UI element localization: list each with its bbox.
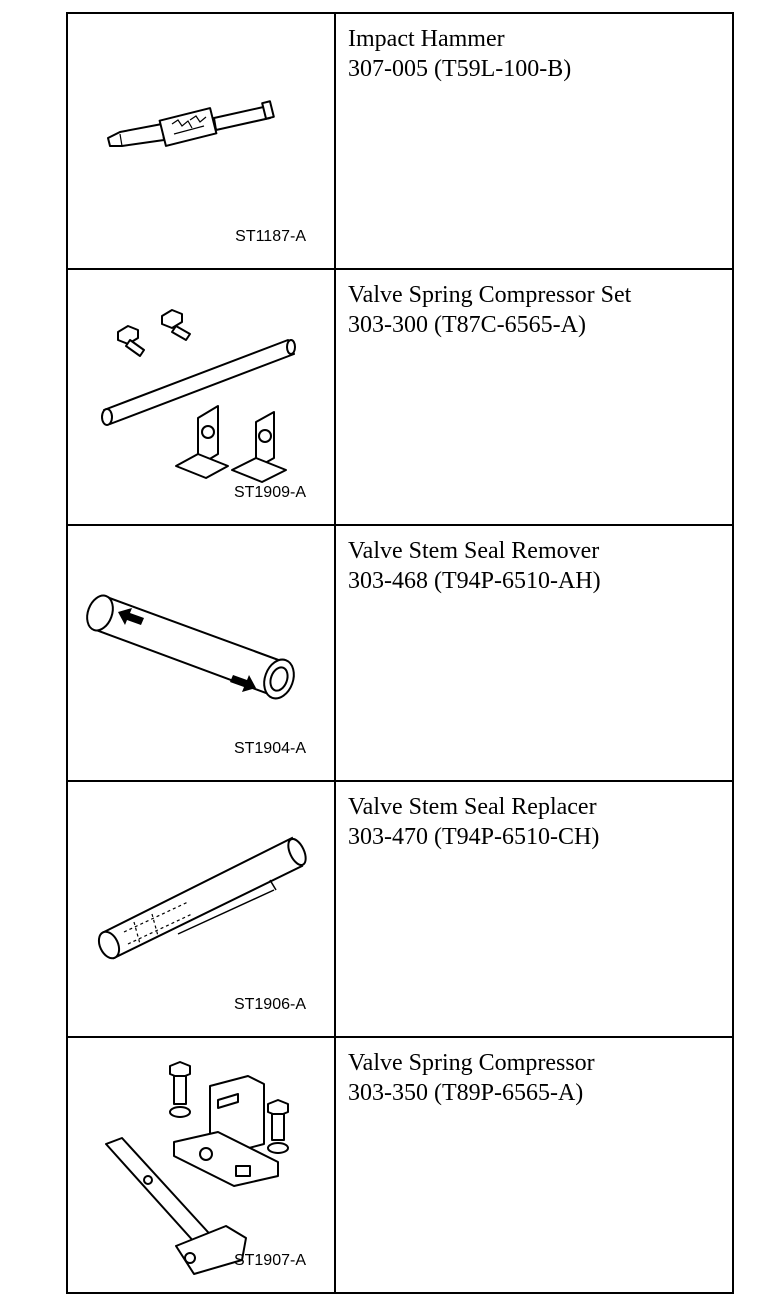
illustration-cell bbox=[68, 14, 336, 268]
table-row bbox=[68, 526, 732, 782]
tool-number: 303-300 (T87C-6565-A) bbox=[348, 312, 586, 338]
illustration-cell bbox=[68, 782, 336, 1036]
tool-description bbox=[348, 792, 718, 852]
table-row bbox=[68, 270, 732, 526]
illustration-code: ST1906-A bbox=[233, 996, 306, 1013]
tool-number: 307-005 (T59L-100-B) bbox=[348, 56, 572, 82]
illustration-code: ST1187-A bbox=[235, 228, 306, 245]
tool-description bbox=[348, 280, 718, 340]
tool-description bbox=[348, 536, 718, 596]
tool-description bbox=[348, 1048, 718, 1108]
table-row bbox=[68, 782, 732, 1038]
tool-number: 303-350 (T89P-6565-A) bbox=[348, 1080, 584, 1106]
illustration-cell bbox=[68, 1038, 336, 1292]
illustration-cell bbox=[68, 526, 336, 780]
table-row bbox=[68, 14, 732, 270]
tool-description bbox=[348, 24, 718, 84]
tool-name: Valve Stem Seal Remover bbox=[348, 538, 600, 564]
illustration-code: ST1907-A bbox=[233, 1252, 306, 1269]
illustration-code: ST1909-A bbox=[233, 484, 306, 501]
table-row bbox=[68, 1038, 732, 1292]
illustration-code: ST1904-A bbox=[233, 740, 306, 757]
tool-name: Valve Stem Seal Replacer bbox=[348, 794, 597, 820]
tool-number: 303-468 (T94P-6510-AH) bbox=[348, 568, 601, 594]
tool-number: 303-470 (T94P-6510-CH) bbox=[348, 824, 600, 850]
special-tools-table bbox=[66, 12, 734, 1294]
tool-name: Valve Spring Compressor Set bbox=[348, 282, 632, 308]
tool-name: Impact Hammer bbox=[348, 26, 505, 52]
illustration-cell bbox=[68, 270, 336, 524]
tool-name: Valve Spring Compressor bbox=[348, 1050, 595, 1076]
